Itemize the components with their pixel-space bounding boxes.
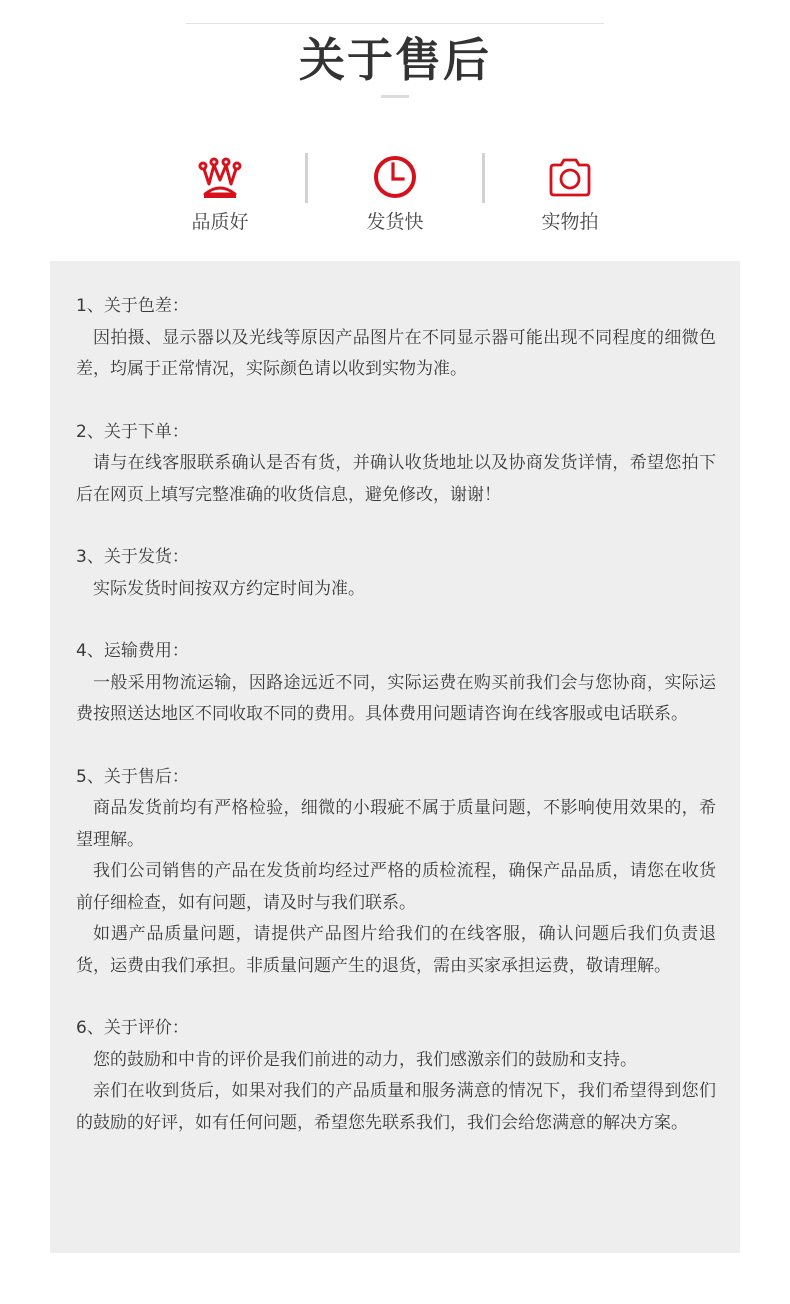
section-heading: 5、关于售后： bbox=[76, 766, 189, 787]
section-paragraph: 如遇产品质量问题，请提供产品图片给我们的在线客服，确认问题后我们负责退货，运费由我们承担。非质量问题产生的退货，需由买家承担运费，敬请理解。 bbox=[76, 924, 716, 976]
crown-icon bbox=[197, 154, 243, 200]
section-heading: 1、关于色差： bbox=[76, 296, 189, 316]
section-paragraph: 我们公司销售的产品在发货前均经过严格的质检流程，确保产品品质，请您在收货前仔细检查，如有问题，请及时与我们联系。 bbox=[76, 861, 716, 913]
section-heading: 2、关于下单： bbox=[76, 421, 189, 442]
section-heading: 4、运输费用： bbox=[76, 641, 189, 661]
section-heading: 3、关于发货： bbox=[76, 547, 189, 567]
camera-icon bbox=[547, 154, 593, 200]
section-paragraph: 亲们在收到货后，如果对我们的产品质量和服务满意的情况下，我们希望得到您们的鼓励的好评，如有任何问题，希望您先联系我们，我们会给您满意的解决方案。 bbox=[76, 1081, 716, 1133]
section-paragraph: 您的鼓励和中肯的评价是我们前进的动力，我们感激亲们的鼓励和支持。 bbox=[93, 1049, 637, 1070]
section-freight-cost bbox=[76, 636, 716, 731]
feature-shipping bbox=[335, 150, 455, 235]
feature-label: 品质好 bbox=[191, 211, 249, 233]
page-title: 关于售后 bbox=[299, 33, 491, 87]
title-underline bbox=[381, 95, 409, 98]
section-after-sales bbox=[76, 762, 716, 983]
section-shipping bbox=[76, 542, 716, 605]
panel-content bbox=[76, 291, 716, 1170]
top-divider bbox=[186, 23, 604, 24]
section-ordering bbox=[76, 417, 716, 512]
section-paragraph: 请与在线客服联系确认是否有货，并确认收货地址以及协商发货详情，希望您拍下后在网页上填写完整准确的收货信息，避免修改，谢谢！ bbox=[76, 453, 716, 505]
section-color-difference bbox=[76, 291, 716, 386]
section-paragraph: 实际发货时间按双方约定时间为准。 bbox=[93, 578, 365, 599]
feature-strip bbox=[0, 150, 790, 245]
feature-real-photo bbox=[510, 150, 630, 235]
section-reviews bbox=[76, 1013, 716, 1139]
section-paragraph: 商品发货前均有严格检验，细微的小瑕疵不属于质量问题，不影响使用效果的，希望理解。 bbox=[76, 798, 716, 850]
after-sales-panel bbox=[50, 261, 740, 1253]
feature-label: 发货快 bbox=[366, 211, 424, 233]
clock-icon bbox=[372, 154, 418, 200]
feature-divider bbox=[305, 153, 308, 203]
feature-divider bbox=[482, 153, 485, 203]
feature-label: 实物拍 bbox=[541, 211, 599, 233]
section-heading: 6、关于评价： bbox=[76, 1018, 189, 1038]
feature-quality bbox=[160, 150, 280, 235]
section-paragraph: 一般采用物流运输，因路途远近不同，实际运费在购买前我们会与您协商，实际运费按照送达地区不同收取不同的费用。具体费用问题请咨询在线客服或电话联系。 bbox=[76, 672, 716, 724]
section-paragraph: 因拍摄、显示器以及光线等原因产品图片在不同显示器可能出现不同程度的细微色差，均属于正常情况，实际颜色请以收到实物为准。 bbox=[76, 327, 716, 379]
